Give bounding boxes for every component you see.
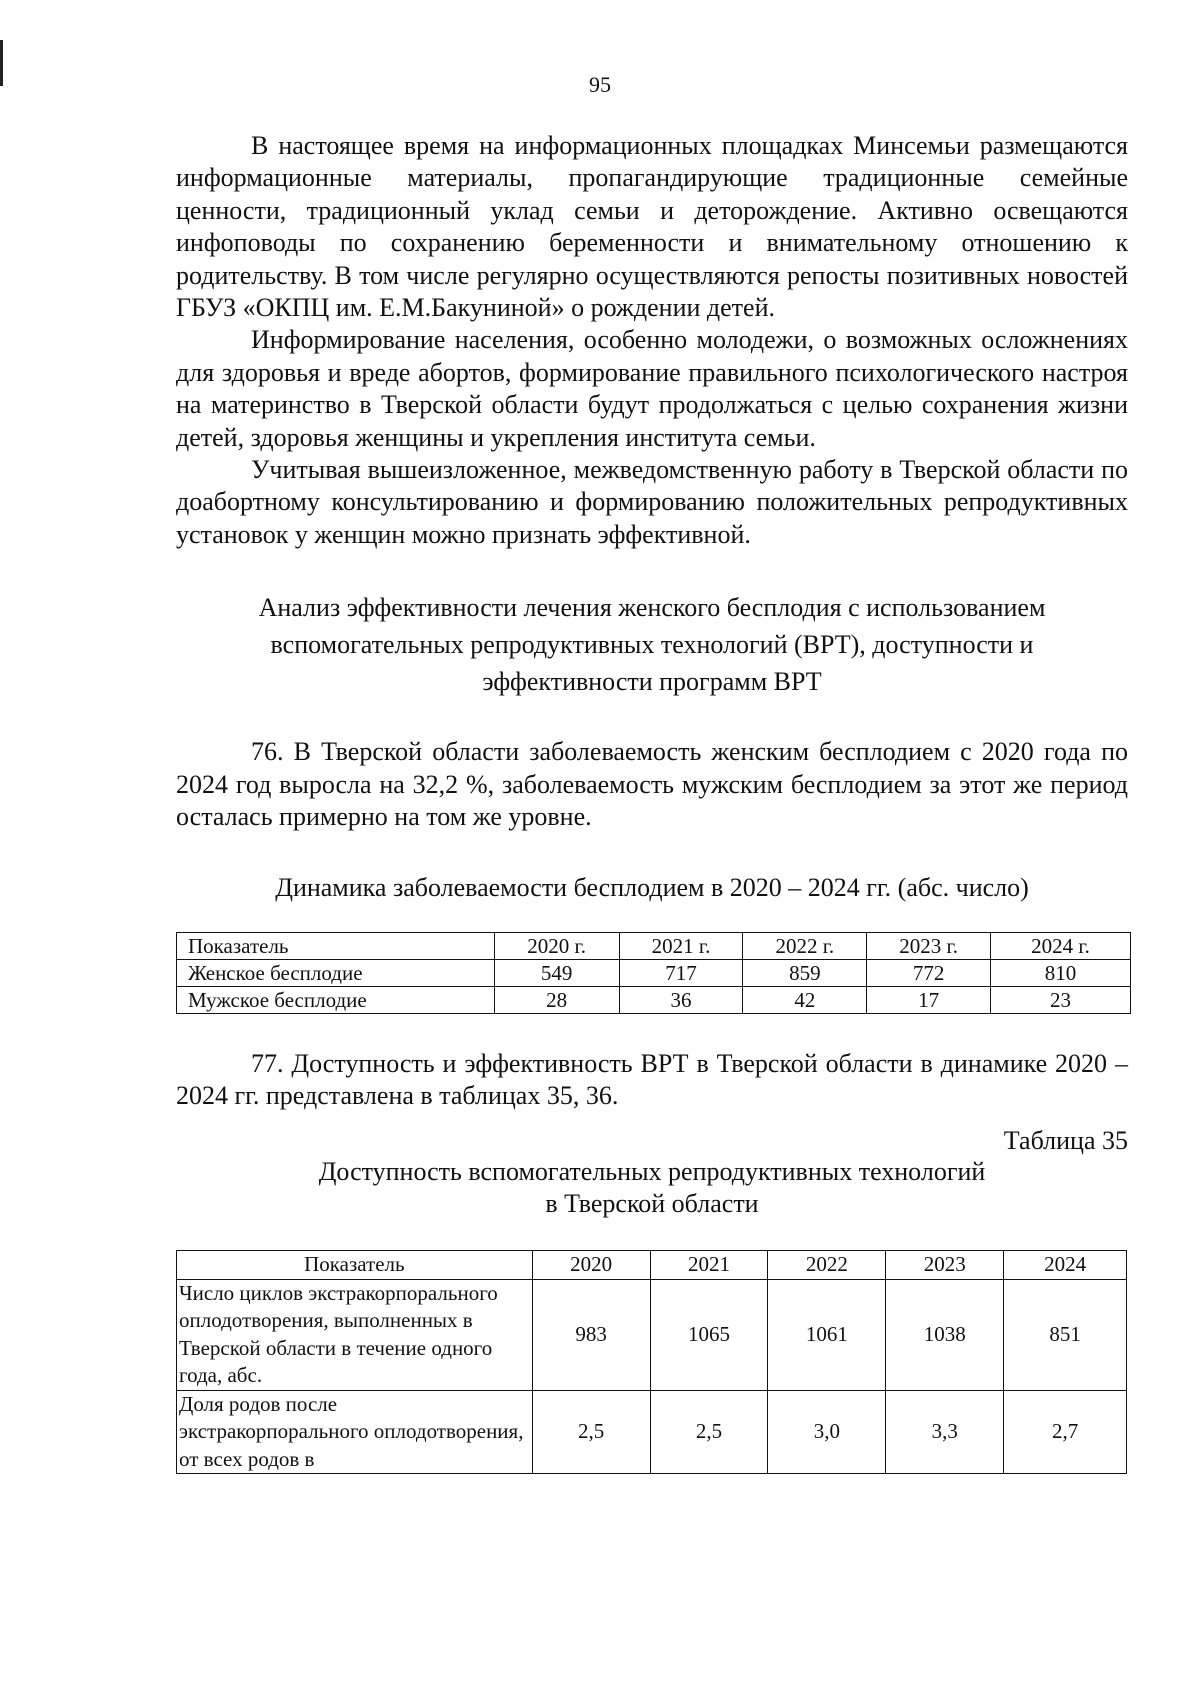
table-header-cell: 2020 г. — [494, 932, 619, 959]
table-cell: Число циклов экстракорпорального оплодотворения, выполненных в Тверской области в течение одного года, абс. — [177, 1279, 533, 1390]
section-title — [176, 589, 1128, 700]
table-header-cell: 2022 г. — [743, 932, 867, 959]
table-cell: 17 — [867, 986, 991, 1013]
table-cell: Доля родов после экстракорпорального оплодотворения, от всех родов в — [177, 1390, 533, 1474]
table-header-cell: Показатель — [177, 1251, 533, 1280]
table1-caption: Динамика заболеваемости бесплодием в 2020 – 2024 гг. (абс. число) — [275, 872, 1029, 902]
table-header-row — [177, 932, 1131, 959]
table-header-cell: 2024 г. — [991, 932, 1131, 959]
table-cell: 36 — [619, 986, 743, 1013]
table-header-cell: 2021 г. — [619, 932, 743, 959]
table2-title-line: Доступность вспомогательных репродуктивных технологий — [318, 1157, 986, 1187]
table-header-cell: 2020 — [532, 1251, 650, 1280]
table2-label: Таблица 35 — [1003, 1126, 1128, 1156]
section-title-line: вспомогательных репродуктивных технологий (ВРТ), доступности и — [270, 630, 1034, 660]
table-cell: 772 — [867, 959, 991, 986]
table-cell: 42 — [743, 986, 867, 1013]
table-header-row — [177, 1251, 1127, 1280]
table-cell: 3,0 — [768, 1390, 886, 1474]
paragraph-informing-population: Информирование населения, особенно молодежи, о возможных осложнениях для здоровья и вреде абортов, формирование правильного психологического настроя на материнство в Тверской области будут продолжаться с целью сохранения жизни детей, здоровья женщины и укрепления института семьи. — [176, 325, 1128, 452]
table-header-cell: 2022 — [768, 1251, 886, 1280]
table-row — [177, 1279, 1127, 1390]
table-cell: 851 — [1004, 1279, 1127, 1390]
art-availability-table — [176, 1250, 1127, 1474]
table-cell: 2,5 — [532, 1390, 650, 1474]
table-row — [177, 1390, 1127, 1474]
table-cell: 23 — [991, 986, 1131, 1013]
table-cell: 2,5 — [650, 1390, 768, 1474]
table2-title — [176, 1156, 1128, 1220]
table-header-cell: Показатель — [177, 932, 495, 959]
table-cell: 549 — [494, 959, 619, 986]
page-number: 95 — [589, 72, 611, 97]
paragraph-76: 76. В Тверской области заболеваемость женским бесплодием с 2020 года по 2024 год выросла на 32,2 %, заболеваемость мужским бесплодием за этот же период осталась примерно на том же уровне. — [176, 737, 1128, 832]
section-title-line: Анализ эффективности лечения женского бесплодия с использованием — [258, 593, 1046, 623]
table-header-cell: 2024 — [1004, 1251, 1127, 1280]
table-cell: 1038 — [886, 1279, 1004, 1390]
table-cell: 1065 — [650, 1279, 768, 1390]
page-content — [176, 130, 1128, 1474]
table-cell: 859 — [743, 959, 867, 986]
table-cell: Женское бесплодие — [177, 959, 495, 986]
table-row — [177, 959, 1131, 986]
table-cell: 3,3 — [886, 1390, 1004, 1474]
table-cell: 810 — [991, 959, 1131, 986]
section-title-line: эффективности программ ВРТ — [482, 667, 822, 697]
infertility-table — [176, 932, 1131, 1014]
table-cell: 717 — [619, 959, 743, 986]
paragraph-77: 77. Доступность и эффективность ВРТ в Тверской области в динамике 2020 – 2024 гг. представлена в таблицах 35, 36. — [176, 1048, 1128, 1110]
table-row — [177, 986, 1131, 1013]
table-header-cell: 2021 — [650, 1251, 768, 1280]
table-cell: 1061 — [768, 1279, 886, 1390]
table-cell: 28 — [494, 986, 619, 1013]
paragraph-conclusion: Учитывая вышеизложенное, межведомственную работу в Тверской области по доабортному консультированию и формированию положительных репродуктивных установок у женщин можно признать эффективной. — [176, 455, 1128, 549]
table-cell: 2,7 — [1004, 1390, 1127, 1474]
table-header-cell: 2023 — [886, 1251, 1004, 1280]
table-cell: Мужское бесплодие — [177, 986, 495, 1013]
table-header-cell: 2023 г. — [867, 932, 991, 959]
table-cell: 983 — [532, 1279, 650, 1390]
table2-title-line: в Тверской области — [545, 1189, 759, 1219]
paragraph-ministry-info: В настоящее время на информационных площадках Минсемьи размещаются информационные материалы, пропагандирующие традиционные семейные ценности, традиционный уклад семьи и деторождение. Активно освещаются инфоповоды по сохранению беременности и внимательному отношению к родительству. В том числе регулярно осуществляются репосты позитивных новостей ГБУЗ «ОКПЦ им. Е.М.Бакуниной» о рождении детей. — [176, 131, 1128, 323]
